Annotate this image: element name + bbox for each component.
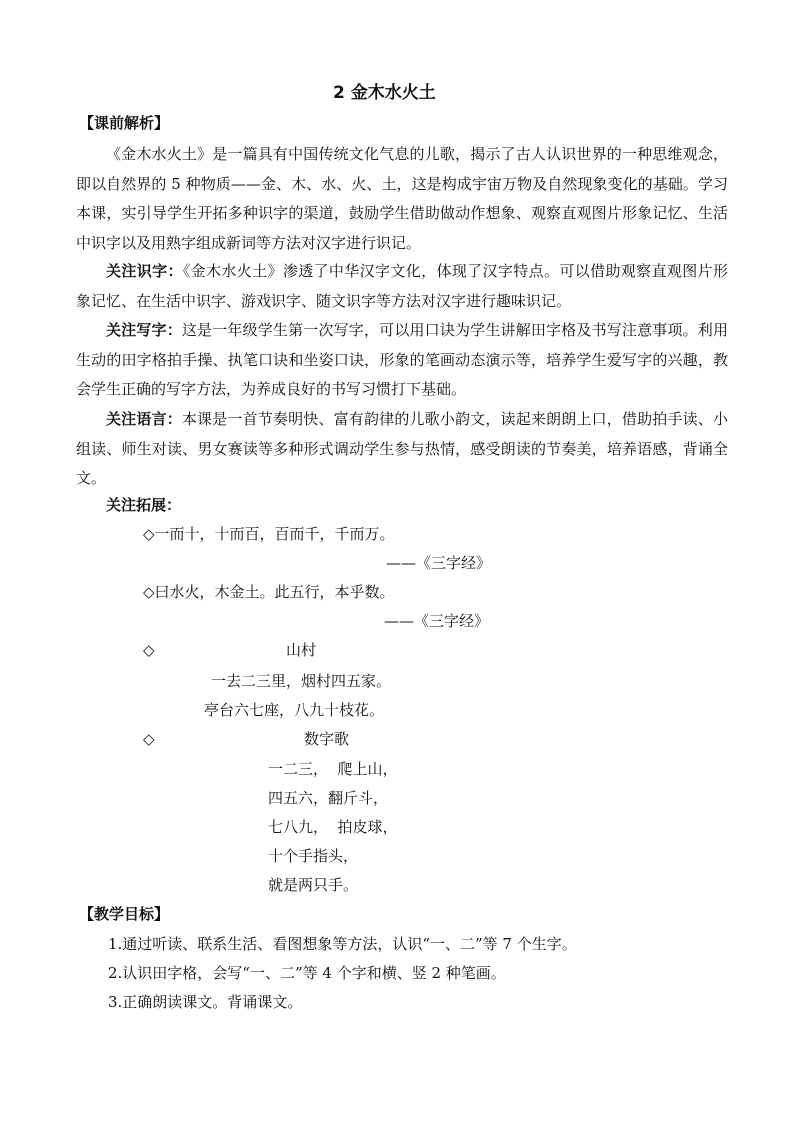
language-text: 本课是一首节奏明快、富有韵律的儿歌小韵文，读起来朗朗上口，借助拍手读、小组读、师生对读、男女赛读等多种形式调动学生参与热情，感受朗读的节奏美，培养语感，背诵全文。 — [76, 410, 728, 487]
goals-heading: 【教学目标】 — [79, 905, 170, 923]
poem2-line: 十个手指头， — [268, 847, 359, 865]
poem2-title: 数字歌 — [304, 730, 350, 748]
goal-item: 3.正确朗读课文。背诵课文。 — [108, 993, 303, 1011]
poem2-line: 一二三， 爬上山， — [268, 760, 398, 778]
poem1-marker: ◇ — [143, 641, 155, 659]
intro-text: 《金木水火土》是一篇具有中国传统文化气息的儿歌，揭示了古人认识世界的一种思维观念，即以自然界的 5 种物质——金、木、水、火、土，这是构成宇宙万物及自然现象变化的基础。学习本课，实引导学生开拓多种识字的渠道，鼓励学生借助做动作想象、观察直观图片形象记忆、生活中识字以及用熟字组成新词等方法对汉字进行识记。 — [76, 145, 728, 252]
extension-item-2: ◇曰水火，木金土。此五行，本乎数。 — [143, 583, 395, 601]
writing-paragraph — [76, 316, 728, 405]
writing-label: 关注写字： — [106, 321, 182, 339]
literacy-paragraph — [76, 257, 728, 316]
writing-text: 这是一年级学生第一次写字，可以用口诀为学生讲解田字格及书写注意事项。利用生动的田字格拍手操、执笔口诀和坐姿口诀，形象的笔画动态演示等，培养学生爱写字的兴趣，教会学生正确的写字方法，为养成良好的书写习惯打下基础。 — [76, 321, 728, 398]
poem1-line: 一去二三里，烟村四五家。 — [211, 672, 392, 690]
literacy-text: 《金木水火土》渗透了中华汉字文化，体现了汉字特点。可以借助观察直观图片形象记忆、在生活中识字、游戏识字、随文识字等方法对汉字进行趣味识记。 — [76, 262, 728, 310]
extension-item-1: ◇一而十，十而百，百而千，千而万。 — [143, 525, 395, 543]
extension-label: 关注拓展： — [106, 496, 182, 514]
goal-item: 1.通过听读、联系生活、看图想象等方法，认识“一、二”等 7 个生字。 — [108, 935, 577, 953]
poem1-line: 亭台六七座，八九十枝花。 — [204, 701, 385, 719]
poem2-line: 七八九， 拍皮球， — [268, 818, 398, 836]
pre-analysis-heading: 【课前解析】 — [79, 114, 170, 132]
poem2-marker: ◇ — [143, 730, 155, 748]
poem2-line: 四五六，翻斤斗， — [268, 789, 389, 807]
poem1-title: 山村 — [286, 641, 317, 659]
language-label: 关注语言： — [106, 410, 182, 428]
extension-item-1-source: ——《三字经》 — [386, 554, 492, 572]
extension-item-2-source: ——《三字经》 — [384, 612, 490, 630]
literacy-label: 关注识字： — [106, 262, 183, 280]
goal-item: 2.认识田字格，会写“一、二”等 4 个字和横、竖 2 种笔画。 — [108, 964, 506, 982]
poem2-line: 就是两只手。 — [268, 876, 359, 894]
language-paragraph — [76, 405, 728, 494]
intro-paragraph — [76, 140, 728, 258]
lesson-title: 2 金木水火土 — [333, 83, 436, 103]
